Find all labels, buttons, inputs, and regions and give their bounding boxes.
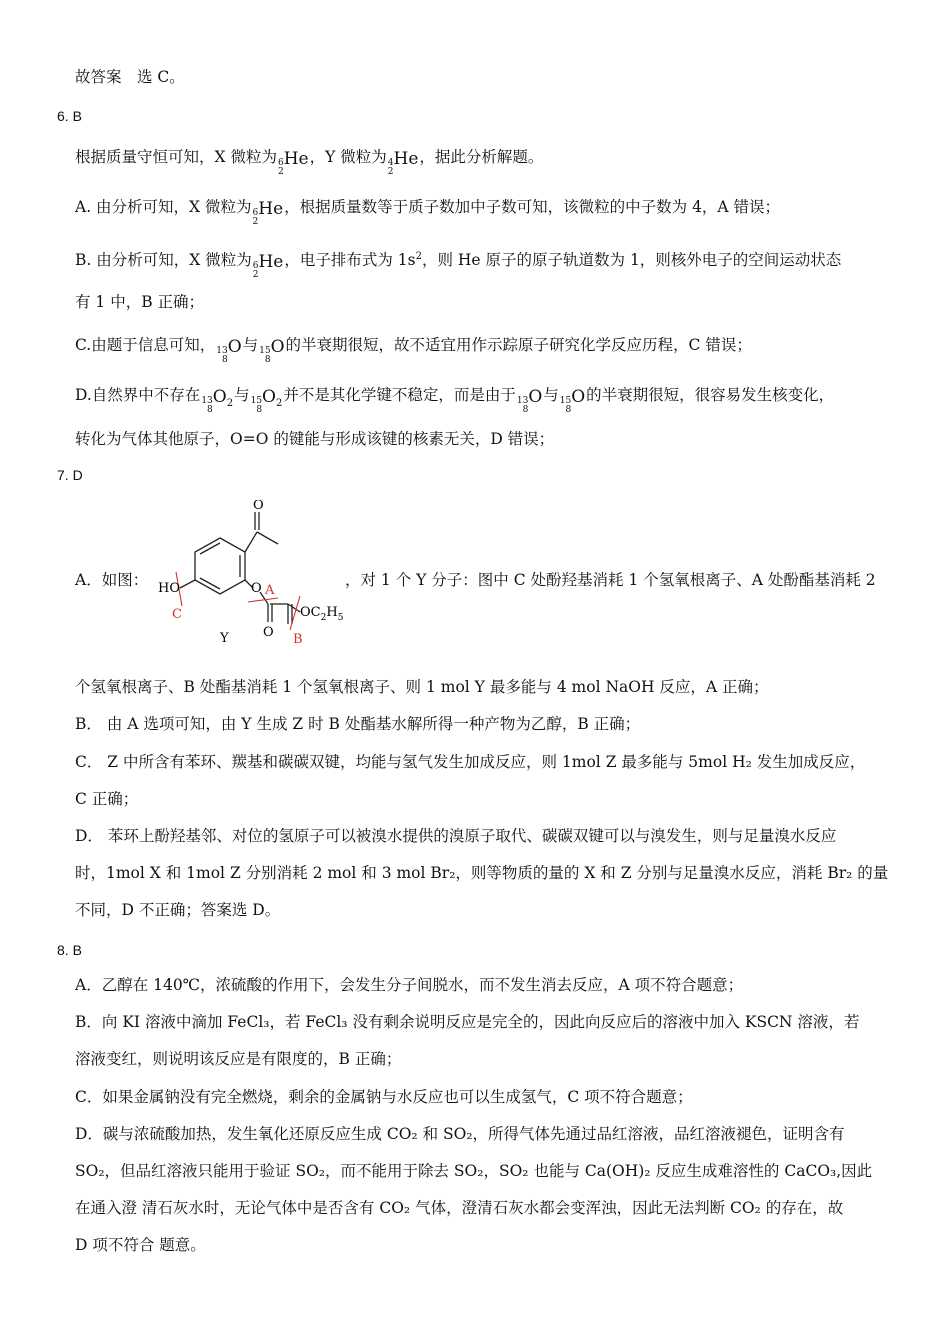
ring-double-bond-1 xyxy=(200,543,220,554)
label-c: C xyxy=(172,607,182,622)
q6b-text-2: ，电子排布式为 1s xyxy=(284,251,416,270)
label-a: A xyxy=(265,583,275,598)
q6d-and-2: 与 xyxy=(543,386,559,404)
c-oet-bond xyxy=(288,604,300,612)
molecule-y-structure xyxy=(150,500,350,660)
q8-option-a: A．乙醇在 140℃，浓硫酸的作用下，会发生分子间脱水，而不发生消去反应，A 项不符合题意； xyxy=(75,976,744,994)
q7-option-a-cont: 个氢氧根离子、B 处酯基消耗 1 个氢氧根离子、则 1 mol Y 最多能与 4 mol NaOH 反应，A 正确； xyxy=(75,678,769,696)
q6d-text-2: 并不是其化学键不稳定，而是由于 xyxy=(283,386,516,404)
nuclide-o13: 13 8 O xyxy=(216,337,242,365)
q8-option-d: D．碳与浓硫酸加热，发生氧化还原反应生成 CO₂ 和 SO₂，所得气体先通过品红溶液，品红溶液褪色，证明含有 xyxy=(75,1125,845,1143)
q7-option-c: C． Z 中所含有苯环、羰基和碳碳双键，均能与氢气发生加成反应，则 1mol Z 最多能与 5mol H₂ 发生加成反应， xyxy=(75,753,866,771)
q7-option-d: D． 苯环上酚羟基邻、对位的氢原子可以被溴水提供的溴原子取代、碳碳双键可以与溴发生，则与足量溴水反应 xyxy=(75,827,837,845)
q7-option-c-cont: C 正确； xyxy=(75,790,139,808)
question-6-number: 6. B xyxy=(57,108,82,124)
q6d-text-1: D.自然界中不存在 xyxy=(75,386,201,404)
label-o-top: O xyxy=(253,500,264,513)
q7a-text-1: A．如图： xyxy=(75,571,149,589)
q6a-text-2: ，根据质量数等于质子数加中子数可知，该微粒的中子数为 4，A 错误； xyxy=(284,198,781,216)
q6b-superscript: 2 xyxy=(415,251,422,262)
nuclide-o13-molecule: 13 8 $O_2$ xyxy=(201,387,234,415)
q6-option-a xyxy=(75,196,780,227)
q6d-and-1: 与 xyxy=(234,386,250,404)
q8-option-b: B．向 KI 溶液中滴加 FeCl₃，若 FeCl₃ 没有剩余说明反应是完全的，因此向反应后的溶液中加入 KSCN 溶液，若 xyxy=(75,1013,860,1031)
nuclide-he4: 4 2 He xyxy=(387,149,419,177)
nuclide-he6: 6 2 He xyxy=(252,199,284,227)
q7-option-a-post: ，对 1 个 Y 分子：图中 C 处酚羟基消耗 1 个氢氧根离子、A 处酚酯基消耗 2 xyxy=(345,571,876,589)
q8-option-d-cont-3: D 项不符合 题意。 xyxy=(75,1236,206,1254)
q6b-text-1: B. 由分析可知，X 微粒为 xyxy=(75,251,252,270)
label-b: B xyxy=(293,632,303,647)
q6-intro-text-3: ，据此分析解题。 xyxy=(419,148,544,166)
label-o-carbonyl: O xyxy=(263,625,274,640)
q6-option-b-cont: 有 1 中，B 正确； xyxy=(75,293,205,311)
label-ho: HO xyxy=(158,581,180,596)
q6a-text-1: A. 由分析可知，X 微粒为 xyxy=(75,198,252,216)
question-7-number: 7. D xyxy=(57,467,83,483)
q7-option-b: B． 由 A 选项可知，由 Y 生成 Z 时 B 处酯基水解所得一种产物为乙醇，B 正确； xyxy=(75,715,641,733)
q8-option-d-cont: SO₂，但品红溶液只能用于验证 SO₂，而不能用于除去 SO₂，SO₂ 也能与 Ca(OH)₂ 反应生成难溶性的 CaCO₃,因此 xyxy=(75,1162,873,1180)
q6-intro-text-2: ，Y 微粒为 xyxy=(309,148,387,166)
q8-option-d-cont-2: 在通入澄 清石灰水时，无论气体中是否含有 CO₂ 气体，澄清石灰水都会变浑浊，因此无法判断 CO₂ 的存在，故 xyxy=(75,1199,844,1217)
label-y: Y xyxy=(220,631,229,646)
q6c-text-2: 的半衰期很短，故不适宜用作示踪原子研究化学反应历程，C 错误； xyxy=(285,336,752,354)
ho-bond xyxy=(180,580,195,588)
q6-option-c xyxy=(75,334,752,365)
line-answer-c: 故答案 选 C。 xyxy=(75,68,185,86)
q7-option-a xyxy=(75,569,148,591)
q6c-and: 与 xyxy=(242,336,259,354)
nuclide-he6: 6 2 He xyxy=(252,252,284,281)
q8-option-b-cont: 溶液变红，则说明该反应是有限度的，B 正确； xyxy=(75,1050,402,1068)
methyl-bond xyxy=(257,532,278,544)
nuclide-o15: 15 8 O xyxy=(559,387,586,415)
q6c-text-1: C.由题于信息可知， xyxy=(75,336,216,354)
q6-option-b xyxy=(75,246,841,280)
q7-option-d-cont: 时，1mol X 和 1mol Z 分别消耗 2 mol 和 3 mol Br₂，则等物质的量的 X 和 Z 分别与足量溴水反应，消耗 Br₂ 的量 xyxy=(75,864,889,882)
q7-option-d-cont-2: 不同，D 不正确；答案选 D。 xyxy=(75,901,281,919)
q6d-text-3: 的半衰期很短，很容易发生核变化， xyxy=(586,386,835,404)
q8-option-c: C．如果金属钠没有完全燃烧，剩余的金属钠与水反应也可以生成氢气，C 项不符合题意； xyxy=(75,1088,693,1106)
nuclide-o15-molecule: 15 8 $O_2$ xyxy=(250,387,283,415)
q6-intro xyxy=(75,146,543,177)
q6-option-d xyxy=(75,384,834,415)
q6b-text-3: ，则 He 原子的原子轨道数为 1，则核外电子的空间运动状态 xyxy=(421,251,842,270)
red-cut-a xyxy=(248,598,278,602)
nuclide-o15: 15 8 O xyxy=(259,337,285,365)
q6-option-d-cont: 转化为气体其他原子，O=O 的键能与形成该键的核素无关，D 错误； xyxy=(75,430,555,448)
benzene-ring xyxy=(195,538,245,594)
nuclide-he6: 6 2 He xyxy=(277,149,309,177)
ring-double-bond-3 xyxy=(200,578,220,589)
question-8-number: 8. B xyxy=(57,942,82,958)
label-o-ring: O xyxy=(251,581,262,596)
nuclide-o13: 13 8 O xyxy=(516,387,543,415)
q6-intro-text-1: 根据质量守恒可知，X 微粒为 xyxy=(75,148,277,166)
acetyl-bond xyxy=(245,532,257,552)
label-oc2h5: $OC_2H_5$ xyxy=(300,605,344,623)
